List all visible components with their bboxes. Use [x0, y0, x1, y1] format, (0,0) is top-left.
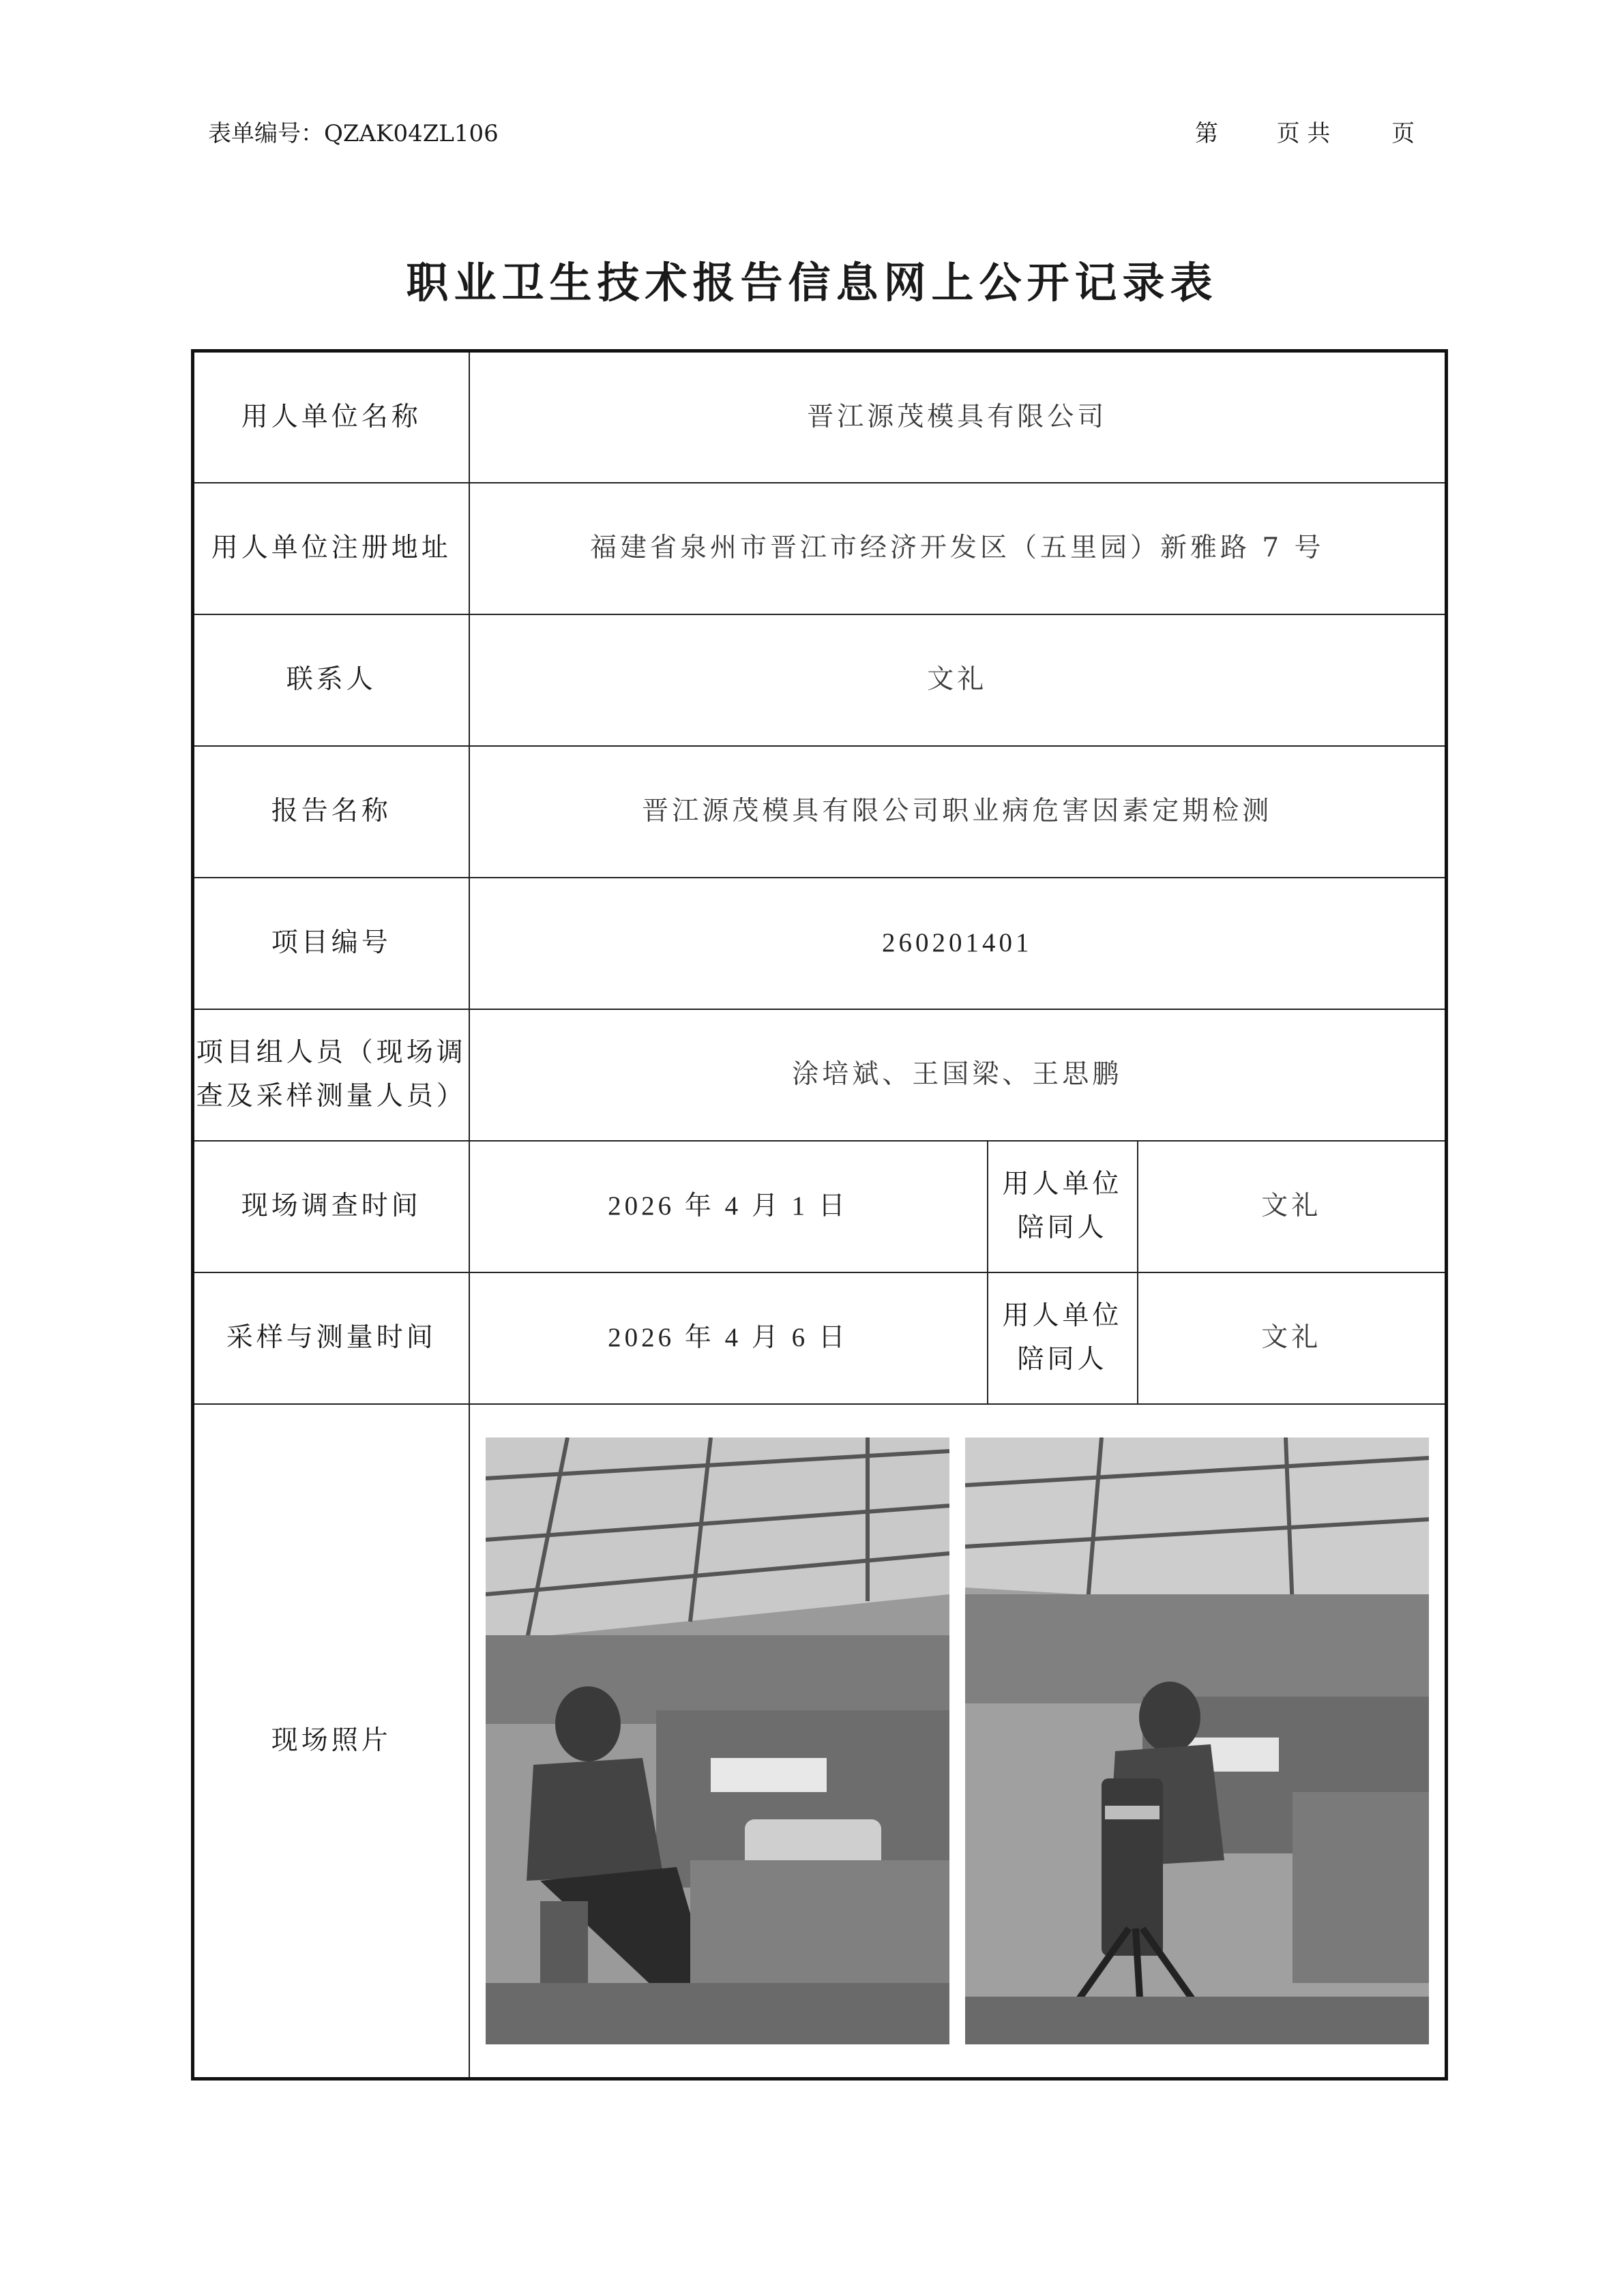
survey-companion-label [988, 1141, 1138, 1272]
unit-name-value: 晋江源茂模具有限公司 [469, 351, 1447, 483]
page-number [1195, 115, 1415, 148]
photos-label: 现场照片 [193, 1404, 469, 2079]
row-project-no [193, 878, 1447, 1009]
sampling-companion-line1: 用人单位 [1002, 1300, 1123, 1331]
survey-companion-line2: 陪同人 [1017, 1212, 1108, 1243]
survey-companion-value: 文礼 [1138, 1141, 1447, 1272]
contact-label: 联系人 [193, 614, 469, 746]
team-label [193, 1009, 469, 1141]
survey-label: 现场调查时间 [193, 1141, 469, 1272]
page-title: 职业卫生技术报告信息网上公开记录表 [406, 258, 1218, 308]
sampling-label: 采样与测量时间 [193, 1272, 469, 1404]
record-table [191, 349, 1448, 2081]
site-photo-2 [965, 1437, 1429, 2044]
team-label-line2: 查及采样测量人员） [196, 1081, 467, 1112]
team-value: 涂培斌、王国梁、王思鹏 [469, 1009, 1447, 1141]
row-team [193, 1009, 1447, 1141]
site-photo-1 [486, 1437, 949, 2044]
site-photo-1-image [486, 1437, 949, 2044]
row-photos [193, 1404, 1447, 2079]
team-label-line1: 项目组人员（现场调 [196, 1037, 467, 1068]
project-no-value: 260201401 [469, 878, 1447, 1009]
row-report-name [193, 746, 1447, 878]
sampling-companion-label [988, 1272, 1138, 1404]
row-unit-address [193, 483, 1447, 614]
row-contact [193, 614, 1447, 746]
photos-cell [469, 1404, 1447, 2079]
survey-date: 2026 年 4 月 1 日 [469, 1141, 988, 1272]
site-photo-2-image [965, 1437, 1429, 2044]
unit-name-label: 用人单位名称 [193, 351, 469, 483]
project-no-label: 项目编号 [193, 878, 469, 1009]
sampling-date: 2026 年 4 月 6 日 [469, 1272, 988, 1404]
page-ye: 页 共 [1276, 120, 1331, 147]
report-name-label: 报告名称 [193, 746, 469, 878]
unit-address-value: 福建省泉州市晋江市经济开发区（五里园）新雅路 7 号 [469, 483, 1447, 614]
page-ye2: 页 [1391, 120, 1415, 147]
row-sampling [193, 1272, 1447, 1404]
sampling-companion-value: 文礼 [1138, 1272, 1447, 1404]
contact-value: 文礼 [469, 614, 1447, 746]
survey-companion-line1: 用人单位 [1002, 1169, 1123, 1199]
row-survey [193, 1141, 1447, 1272]
row-unit-name [193, 351, 1447, 483]
sampling-companion-line2: 陪同人 [1017, 1344, 1108, 1375]
page-di: 第 [1195, 120, 1218, 147]
unit-address-label: 用人单位注册地址 [193, 483, 469, 614]
form-number: 表单编号：QZAK04ZL106 [208, 120, 499, 147]
report-name-value: 晋江源茂模具有限公司职业病危害因素定期检测 [469, 746, 1447, 878]
